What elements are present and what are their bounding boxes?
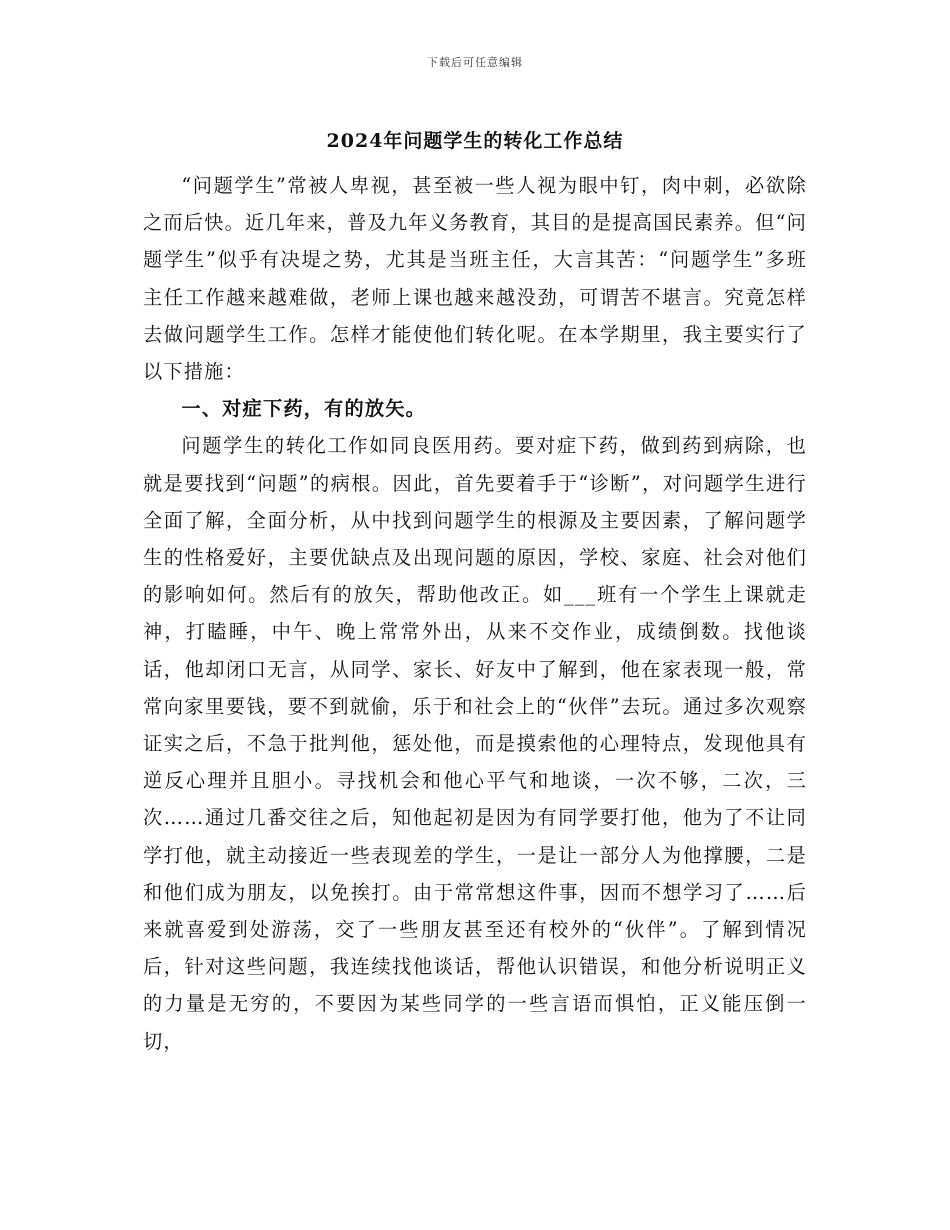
page-header-note: 下载后可任意编辑 (427, 56, 523, 69)
document-body (143, 167, 807, 1060)
intro-paragraph: “问题学生”常被人卑视，甚至被一些人视为眼中钉，肉中刺，必欲除之而后快。近几年来，普及九年义务教育，其目的是提高国民素养。但“问题学生”似乎有决堤之势，尤其是当班主任，大言其苦：“问题学生”多班主任工作越来越难做，老师上课也越来越没劲，可谓苦不堪言。究竟怎样去做问题学生工作。怎样才能使他们转化呢。在本学期里，我主要实行了以下措施： (143, 174, 807, 384)
section-paragraph: 问题学生的转化工作如同良医用药。要对症下药，做到药到病除，也就是要找到“问题”的病根。因此，首先要着手于“诊断”，对问题学生进行全面了解，全面分析，从中找到问题学生的根源及主要因素，了解问题学生的性格爱好，主要优缺点及出现问题的原因，学校、家庭、社会对他们的影响如何。然后有的放矢，帮助他改正。如___班有一个学生上课就走神，打瞌睡，中午、晚上常常外出，从来不交作业，成绩倒数。找他谈话，他却闭口无言，从同学、家长、好友中了解到，他在家表现一般，常常向家里要钱，要不到就偷，乐于和社会上的“伙伴”去玩。通过多次观察证实之后，不急于批判他，惩处他，而是摸索他的心理特点，发现他具有逆反心理并且胆小。寻找机会和他心平气和地谈，一次不够，二次，三次……通过几番交往之后，知他起初是因为有同学要打他，他为了不让同学打他，就主动接近一些表现差的学生，一是让一部分人为他撑腰，二是和他们成为朋友，以免挨打。由于常常想这件事，因而不想学习了……后来就喜爱到处游荡，交了一些朋友甚至还有校外的“伙伴”。了解到情况后，针对这些问题，我连续找他谈话，帮他认识错误，和他分析说明正义的力量是无穷的，不要因为某些同学的一些言语而惧怕，正义能压倒一切， (143, 434, 807, 1053)
document-title: 2024年问题学生的转化工作总结 (326, 130, 624, 152)
section-heading: 一、对症下药，有的放矢。 (181, 397, 427, 421)
